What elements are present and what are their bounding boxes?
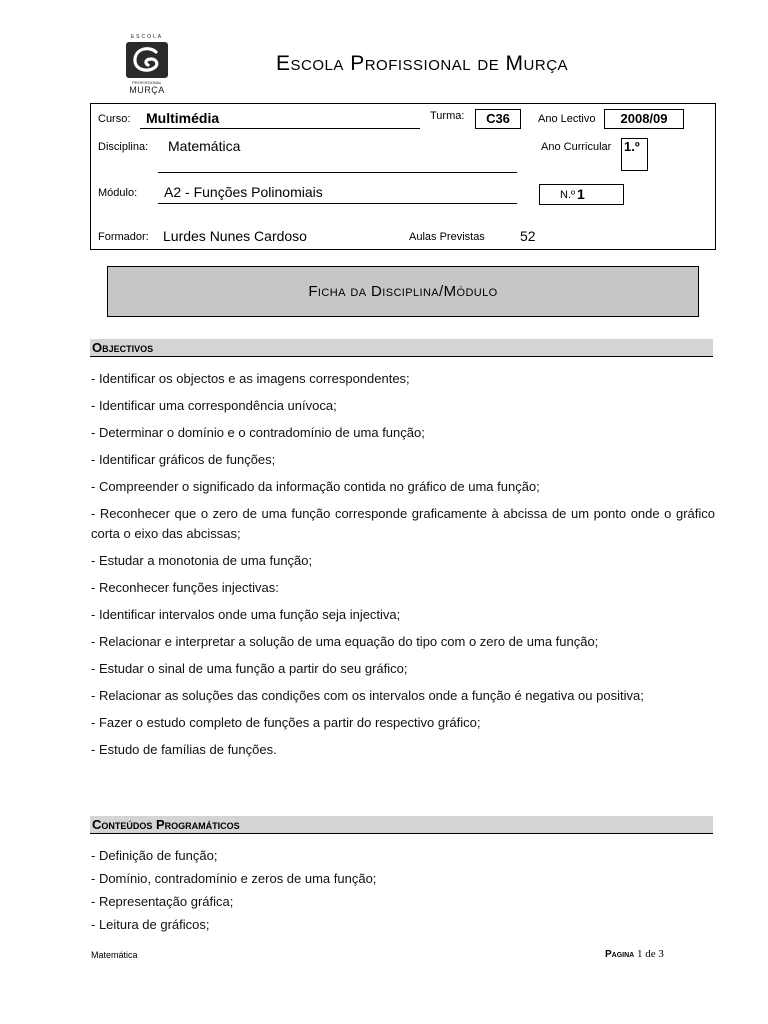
ano-lectivo-label: Ano Lectivo [538, 113, 596, 125]
ano-curricular-label: Ano Curricular [541, 141, 612, 153]
list-item: - Definição de função; [91, 848, 218, 863]
list-item: - Estudo de famílias de funções. [91, 742, 277, 757]
formador-label: Formador: [98, 231, 149, 243]
ficha-title-box [107, 266, 699, 317]
school-logo [124, 34, 170, 98]
turma-label: Turma: [430, 110, 465, 122]
logo-sub-text: PROFISSIONAL [132, 80, 162, 85]
footer-page-text: 1 de 3 [636, 948, 664, 960]
numero-label: N.º [560, 189, 576, 201]
conteudos-list [91, 846, 715, 938]
list-item: - Identificar intervalos onde uma função seja injectiva; [91, 607, 401, 622]
disciplina-underline [158, 172, 517, 173]
list-item: - Compreender o significado da informação contida no gráfico de uma função; [91, 479, 540, 494]
list-item: - Estudar a monotonia de uma função; [91, 553, 313, 568]
ano-lectivo-value: 2008/09 [604, 109, 684, 129]
numero-box [539, 184, 624, 205]
logo-mark [126, 42, 168, 78]
numero-value: 1 [577, 186, 585, 202]
list-item: - Determinar o domínio e o contradomínio de uma função; [91, 425, 425, 440]
modulo-underline [158, 203, 517, 204]
list-item: - Fazer o estudo completo de funções a partir do respectivo gráfico; [91, 715, 481, 730]
logo-top-text: ESCOLA [130, 34, 164, 40]
disciplina-value: Matemática [168, 138, 241, 154]
modulo-value: A2 - Funções Polinomiais [164, 184, 323, 200]
curso-label: Curso: [98, 113, 131, 125]
ano-curricular-value: 1.º [621, 138, 648, 171]
list-item: - Estudar o sinal de uma função a partir do seu gráfico; [91, 661, 408, 676]
conteudos-heading [90, 816, 713, 834]
objectivos-heading [90, 339, 713, 357]
conteudos-heading-text: Conteúdos Programáticos [92, 817, 240, 832]
footer-subject: Matemática [91, 950, 138, 960]
objectivos-heading-text: Objectivos [92, 340, 154, 355]
list-item: - Domínio, contradomínio e zeros de uma função; [91, 871, 377, 886]
formador-value: Lurdes Nunes Cardoso [163, 228, 307, 244]
list-item: - Identificar uma correspondência unívoca; [91, 398, 337, 413]
list-item: - Reconhecer que o zero de uma função corresponde graficamente à abcissa de um ponto onde o gráfico corta o eixo das abcissas; [91, 506, 715, 541]
list-item: - Identificar gráficos de funções; [91, 452, 276, 467]
curso-value: Multimédia [146, 110, 220, 126]
footer-page-number [605, 948, 664, 960]
list-item: - Identificar os objectos e as imagens correspondentes; [91, 371, 410, 386]
curso-underline [140, 128, 420, 129]
aulas-previstas-label: Aulas Previstas [409, 231, 485, 243]
list-item: - Relacionar as soluções das condições com os intervalos onde a função é negativa ou positiva; [91, 688, 644, 703]
modulo-label: Módulo: [98, 187, 138, 199]
disciplina-label: Disciplina: [98, 141, 149, 153]
aulas-previstas-value: 52 [520, 228, 536, 244]
footer-page-label: Pagina [605, 949, 635, 960]
list-item: - Relacionar e interpretar a solução de uma equação do tipo com o zero de uma função; [91, 634, 599, 649]
turma-value: C36 [475, 109, 521, 129]
objectivos-list [91, 369, 715, 767]
logo-name-text: MURÇA [129, 85, 165, 95]
list-item: - Representação gráfica; [91, 894, 234, 909]
ficha-title: Ficha da Disciplina/Módulo [308, 283, 498, 300]
list-item: - Leitura de gráficos; [91, 917, 210, 932]
school-title: Escola Profissional de Murça [276, 52, 569, 75]
list-item: - Reconhecer funções injectivas: [91, 580, 279, 595]
